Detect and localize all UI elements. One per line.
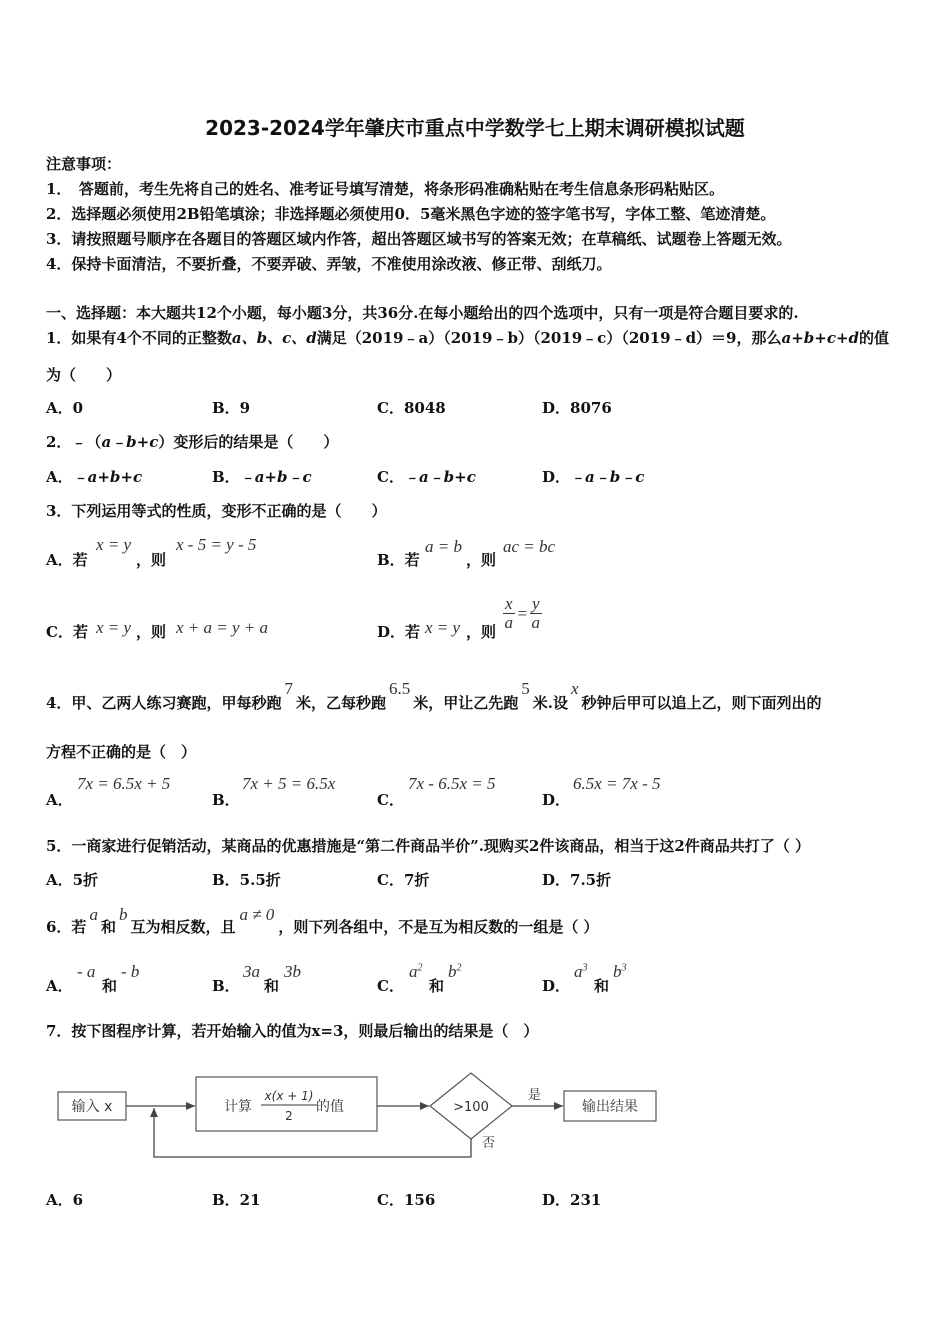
q7-option-a[interactable]: A．6 bbox=[46, 1191, 84, 1209]
q4-option-d-eq: 6.5x = 7x - 5 bbox=[573, 774, 661, 793]
notice-item-2: 2．选择题必须使用2B铅笔填涂；非选择题必须使用0．5毫米黑色字迹的签字笔书写，字体工整、笔迹清楚。 bbox=[46, 205, 776, 223]
flow-output-label: 输出结果 bbox=[582, 1099, 638, 1115]
q6-a-first: - a bbox=[77, 962, 96, 981]
q4-option-a-label[interactable]: A． bbox=[46, 791, 73, 809]
q2-option-c[interactable]: C．﹣a﹣b+c bbox=[377, 468, 476, 486]
q6-b-and: 和 bbox=[264, 977, 280, 995]
question-3-stem: 3．下列运用等式的性质，变形不正确的是（ ） bbox=[46, 502, 387, 520]
question-5-stem: 5．一商家进行促销活动，某商品的优惠措施是“第二件商品半价”.现购买2件该商品，相当于这2件商品共打了（ ） bbox=[46, 837, 811, 855]
q4-option-c-label[interactable]: C． bbox=[377, 791, 404, 809]
q6-option-a-label[interactable]: A． bbox=[46, 977, 73, 995]
q3-a-condition: x = y bbox=[96, 535, 132, 554]
q3-option-d-label[interactable]: D．若 bbox=[377, 623, 421, 641]
q1-option-a[interactable]: A．0 bbox=[46, 399, 84, 417]
q6-a-second: - b bbox=[121, 962, 140, 981]
q6-b-second: 3b bbox=[284, 962, 301, 981]
q3-d-then: ，则 bbox=[466, 623, 497, 641]
q4-option-b-label[interactable]: B． bbox=[212, 791, 240, 809]
q6-d-second: $b^3$ bbox=[613, 962, 627, 981]
q1-option-c[interactable]: C．8048 bbox=[377, 399, 446, 417]
q3-b-condition: a = b bbox=[425, 537, 462, 556]
q6-d-and: 和 bbox=[594, 977, 610, 995]
q6-a-and: 和 bbox=[102, 977, 118, 995]
q6-option-b-label[interactable]: B． bbox=[212, 977, 240, 995]
q5-option-b[interactable]: B．5.5折 bbox=[212, 871, 281, 889]
q6-c-first: $a^2$ bbox=[409, 962, 423, 981]
q2-option-a[interactable]: A．﹣a+b+c bbox=[46, 468, 143, 486]
q5-option-c[interactable]: C．7折 bbox=[377, 871, 430, 889]
question-7-stem: 7．按下图程序计算，若开始输入的值为x=3，则最后输出的结果是（ ） bbox=[46, 1022, 539, 1040]
section-heading: 一、选择题：本大题共12个小题，每小题3分，共36分.在每小题给出的四个选项中，只有一项是符合题目要求的. bbox=[46, 304, 799, 322]
flow-calc-numerator: x(x + 1) bbox=[264, 1089, 314, 1103]
q1-option-b[interactable]: B．9 bbox=[212, 399, 251, 417]
q3-d-condition: x = y bbox=[425, 618, 461, 637]
q6-option-c-label[interactable]: C． bbox=[377, 977, 404, 995]
question-1-stem: 1．如果有4个不同的正整数a、b、c、d满足（2019﹣a）（2019﹣b）（2019﹣c）（2019﹣d）＝9，那么a+b+c+d的值 bbox=[46, 329, 890, 347]
q7-option-d[interactable]: D．231 bbox=[542, 1191, 602, 1209]
q3-c-result: x + a = y + a bbox=[176, 618, 269, 637]
q3-b-result: ac = bc bbox=[503, 537, 556, 556]
q3-option-a-label[interactable]: A．若 bbox=[46, 551, 88, 569]
flow-no-label: 否 bbox=[482, 1136, 496, 1151]
flow-input-label: 输入 x bbox=[71, 1099, 113, 1115]
flow-calc-denominator: 2 bbox=[285, 1109, 293, 1123]
q3-a-result: x - 5 = y - 5 bbox=[176, 535, 257, 554]
page-title: 2023-2024学年肇庆市重点中学数学七上期末调研模拟试题 bbox=[205, 116, 745, 140]
flow-decision-label: >100 bbox=[453, 1100, 489, 1115]
q3-option-c-label[interactable]: C．若 bbox=[46, 623, 88, 641]
q4-option-c-eq: 7x - 6.5x = 5 bbox=[408, 774, 496, 793]
flow-calc-prefix: 计算 bbox=[224, 1099, 252, 1115]
flow-arrow-no-loop bbox=[154, 1108, 471, 1157]
q6-d-first: $a^3$ bbox=[574, 962, 588, 981]
flow-yes-label: 是 bbox=[528, 1088, 542, 1103]
q3-a-then: ，则 bbox=[136, 551, 167, 569]
program-flowchart bbox=[50, 1068, 670, 1163]
notice-heading: 注意事项： bbox=[46, 155, 122, 173]
q4-option-d-label[interactable]: D． bbox=[542, 791, 571, 809]
q3-d-result: $\frac{x}{a}$ = $\frac{y}{a}$ bbox=[504, 594, 541, 632]
q4-option-a-eq: 7x = 6.5x + 5 bbox=[77, 774, 171, 793]
q7-option-c[interactable]: C．156 bbox=[377, 1191, 436, 1209]
q1-option-d[interactable]: D．8076 bbox=[542, 399, 612, 417]
notice-item-3: 3．请按照题号顺序在各题目的答题区域内作答，超出答题区域书写的答案无效；在草稿纸、试题卷上答题无效。 bbox=[46, 230, 792, 248]
question-1-stem-cont: 为（ ） bbox=[46, 366, 122, 384]
notice-item-1: 1． 答题前，考生先将自己的姓名、准考证号填写清楚，将条形码准确粘贴在考生信息条形码粘贴区。 bbox=[46, 180, 724, 198]
notice-item-4: 4．保持卡面清洁，不要折叠，不要弄破、弄皱，不准使用涂改液、修正带、刮纸刀。 bbox=[46, 255, 612, 273]
q7-option-b[interactable]: B．21 bbox=[212, 1191, 261, 1209]
q6-c-second: $b^2$ bbox=[448, 962, 462, 981]
q3-c-condition: x = y bbox=[96, 618, 132, 637]
q6-c-and: 和 bbox=[429, 977, 445, 995]
flow-calc-suffix: 的值 bbox=[316, 1099, 344, 1115]
q3-b-then: ，则 bbox=[466, 551, 497, 569]
q2-option-b[interactable]: B．﹣a+b﹣c bbox=[212, 468, 312, 486]
question-4-stem: 4．甲、乙两人练习赛跑，甲每秒跑7米，乙每秒跑6.5米，甲让乙先跑5米.设x秒钟后甲可以追上乙，则下面列出的 bbox=[46, 679, 822, 712]
q2-option-d[interactable]: D．﹣a﹣b﹣c bbox=[542, 468, 645, 486]
q3-option-b-label[interactable]: B．若 bbox=[377, 551, 420, 569]
question-4-stem-cont: 方程不正确的是（ ） bbox=[46, 743, 197, 761]
q6-option-d-label[interactable]: D． bbox=[542, 977, 571, 995]
question-2-stem: 2．﹣（a﹣b+c）变形后的结果是（ ） bbox=[46, 433, 339, 451]
q5-option-d[interactable]: D．7.5折 bbox=[542, 871, 612, 889]
q6-b-first: 3a bbox=[243, 962, 260, 981]
question-6-stem: 6．若a和b互为相反数，且a ≠ 0，则下列各组中，不是互为相反数的一组是（ ） bbox=[46, 905, 599, 936]
q4-option-b-eq: 7x + 5 = 6.5x bbox=[242, 774, 336, 793]
q5-option-a[interactable]: A．5折 bbox=[46, 871, 99, 889]
q3-c-then: ，则 bbox=[136, 623, 167, 641]
